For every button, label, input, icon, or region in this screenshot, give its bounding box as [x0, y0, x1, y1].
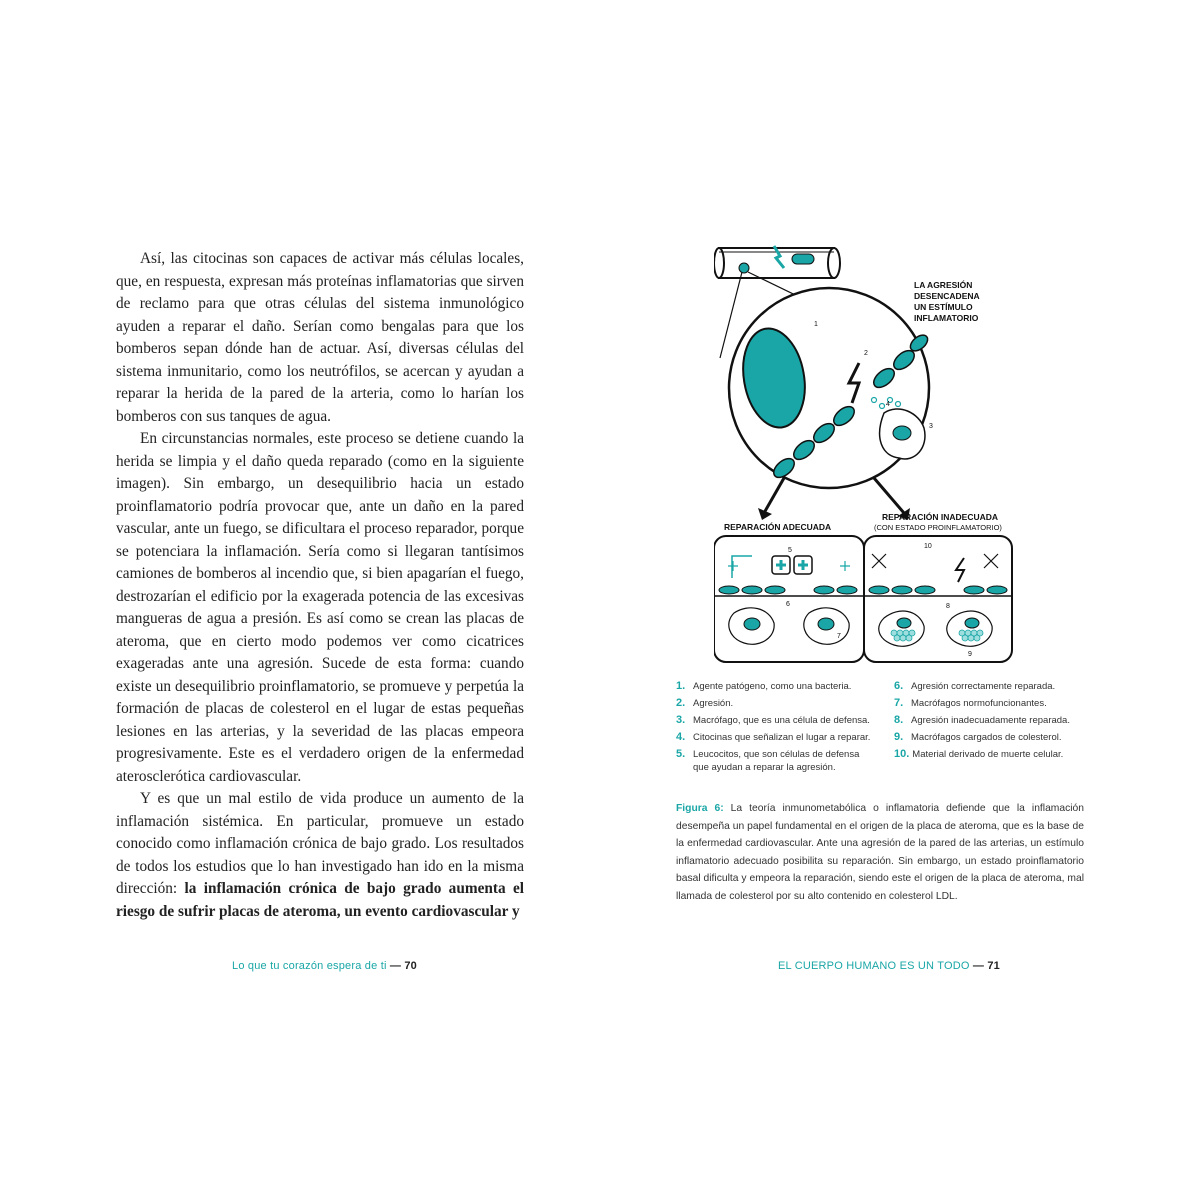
legend-item: 7. Macrófagos normofuncionantes.	[894, 697, 1047, 709]
svg-text:5: 5	[788, 547, 792, 554]
legend-item: 4. Citocinas que señalizan el lugar a reparar.	[676, 731, 871, 743]
svg-text:2: 2	[864, 350, 868, 357]
svg-text:INFLAMATORIO: INFLAMATORIO	[914, 313, 979, 323]
svg-text:3: 3	[929, 423, 933, 430]
footer-separator: —	[386, 960, 405, 972]
svg-text:10: 10	[924, 543, 932, 550]
label-adequate-repair: REPARACIÓN ADECUADA	[724, 522, 832, 532]
panel-adequate	[714, 536, 864, 662]
legend-item: 5. Leucocitos, que son células de defensa que ayudan a reparar la agresión.	[676, 748, 860, 773]
legend-item: 9. Macrófagos cargados de colesterol.	[894, 731, 1062, 743]
paragraph-1: Así, las citocinas son capaces de activar más células locales, que, en respuesta, expresan más proteínas inflamatorias que sirven de reclamo para que otras células del sistema inmunológico ayuden a reparar el daño. Serían como bengalas para que los bomberos sepan dónde han de actuar. Así, diversas células del sistema inmunitario, como los neutrófilos, se acercan y ayudan a reparar la herida de la pared de la arteria, como lo harían los bomberos con sus tanques de agua.	[116, 250, 524, 425]
paragraph-2: En circunstancias normales, este proceso se detiene cuando la herida se limpia y el daño queda reparado (como en la siguiente imagen). Sin embargo, un desequilibrio hacia un estado proinflamatorio podría provocar que, ante un daño en la pared vascular, ante un fuego, se dificultara el proceso reparador, porque se potenciara la inflamación. Sería como si llegaran tantísimos camiones de bomberos al incendio que, si bien apagarían el fuego, destrozarían el edificio por la exagerada potencia de las excesivas mangueras de agua a presión. Es así como se crean las placas de ateroma, que en cierto modo podemos ver como cicatrices exageradas ante una agresión. Sucede de esta forma: cuando existe un desequilibrio proinflamatorio, se promueve y perpetúa la formación de placas de colesterol en el lugar de estas pequeñas lesiones en las arterias, y la severidad de las placas empeora progresivamente. Este es el verdadero origen de la enfermedad aterosclerótica cardiovascular.	[116, 430, 524, 785]
footer-separator: —	[969, 960, 988, 972]
figure-caption	[676, 800, 1084, 905]
label-aggression	[914, 279, 980, 323]
zoom-circle	[729, 288, 933, 488]
paragraph-3	[116, 788, 524, 923]
svg-text:6: 6	[786, 601, 790, 608]
svg-text:4: 4	[886, 401, 890, 408]
page-number: 71	[987, 960, 1000, 972]
legend-item: 1. Agente patógeno, como una bacteria.	[676, 680, 852, 692]
page-footer-left	[232, 960, 417, 972]
panel-inadequate	[864, 536, 1012, 662]
paragraph-3-bold: la inflamación crónica de bajo grado aumenta el riesgo de sufrir placas de ateroma, un evento cardiovascular y	[116, 880, 525, 920]
svg-text:1: 1	[814, 321, 818, 328]
page-number: 70	[404, 960, 417, 972]
artery-tube	[714, 246, 840, 278]
page-footer-right	[778, 960, 1000, 972]
legend-column-1	[676, 680, 876, 778]
right-page	[600, 0, 1200, 1200]
legend-item: 3. Macrófago, que es una célula de defensa.	[676, 714, 870, 726]
svg-text:9: 9	[968, 651, 972, 658]
legend-item: 6. Agresión correctamente reparada.	[894, 680, 1056, 692]
svg-text:UN ESTÍMULO: UN ESTÍMULO	[914, 302, 973, 312]
body-text	[116, 248, 524, 923]
legend-column-2	[894, 680, 1094, 765]
inflammation-diagram	[714, 238, 1044, 668]
label-inadequate-repair-sub: (CON ESTADO PROINFLAMATORIO)	[874, 523, 1002, 532]
legend-item: 8. Agresión inadecuadamente reparada.	[894, 714, 1070, 726]
figure-label: Figura 6:	[676, 803, 724, 814]
svg-text:LA AGRESIÓN: LA AGRESIÓN	[914, 280, 973, 290]
footer-title: EL CUERPO HUMANO ES UN TODO	[778, 960, 970, 972]
svg-text:8: 8	[946, 603, 950, 610]
label-inadequate-repair: REPARACIÓN INADECUADA	[882, 512, 999, 522]
svg-text:DESENCADENA: DESENCADENA	[914, 291, 980, 301]
svg-text:7: 7	[837, 633, 841, 640]
legend-item: 2. Agresión.	[676, 697, 734, 709]
paragraph-3-text: Y es que un mal estilo de vida produce un aumento de la inflamación sistémica. En particular, promueve un estado conocido como inflamación crónica de bajo grado. Los resultados de todos los estudios que lo han investigado han ido en la misma dirección:	[116, 790, 524, 897]
figure-caption-text: La teoría inmunometabólica o inflamatoria defiende que la inflamación desempeña un papel fundamental en el origen de la placa de ateroma, que es la base de la enfermedad cardiovascular. Ante una agresión de la pared de las arterias, un estímulo inflamatorio adecuado posibilita su reparación. Sin embargo, un estado proinflamatorio basal dificulta y empeora la reparación, siendo este el origen de la placa de ateroma, mal llamada de colesterol por su alto contenido en colesterol LDL.	[676, 803, 1084, 902]
legend-item: 10. Material derivado de muerte celular.	[894, 748, 1064, 760]
footer-title: Lo que tu corazón espera de ti	[232, 960, 387, 972]
